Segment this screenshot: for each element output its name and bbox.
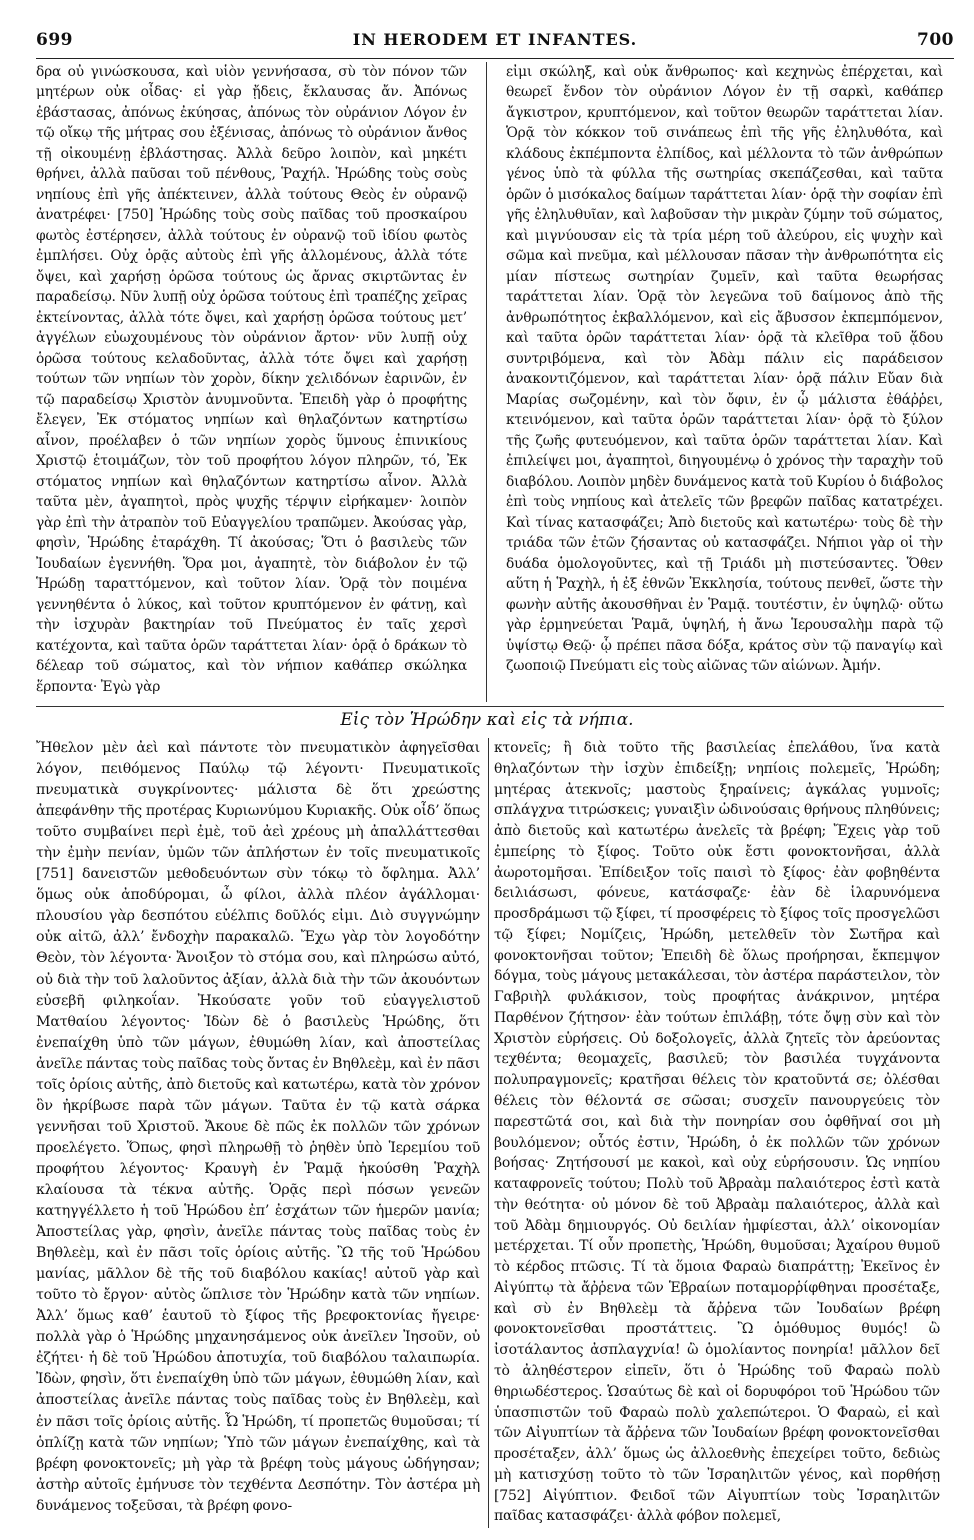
left-page-number: 699 [36, 30, 73, 50]
lower-left-text: Ἤθελον μὲν ἀεὶ καὶ πάντοτε τὸν πνευματικὸν ἀφηγεῖσθαι λόγον, πειθόμενος Παύλῳ τῷ λέγοντι· Πνευματικοῖς πνευματικὰ συγκρίνοντες· μάλιστα δὲ ὅτι χρεώστης ἀπεφάνθην τῆς προτέρας Κυριωνύμου Κυριακῆς. Οὐκ οἶδ’ ὅπως τοῦτο συμβαίνει περὶ ἐμὲ, τοῦ ἀεὶ χρέους μὴ ἀπαλλάττεσθαι τὴν ἐμὴν πενίαν, ὑμῶν τῶν ἀπλήστων ἐν τοῖς πνευματικοῖς [751] δανειστῶν μεθοδευόντων σὺν τόκῳ τὸ ὄφλημα. Ἀλλ’ ὅμως οὐκ ἀποδύρομαι, ὦ φίλοι, ἀλλὰ πλέον ἀγάλλομαι· πλουσίου γὰρ δεσπότου εὐέλπις δοῦλός εἰμι. Διὸ συγγνώμην οὐκ αἰτῶ, ἀλλ’ ἔνδοχὴν παρακαλῶ. Ἔχω γὰρ τὸν λογοδότην Θεὸν, τὸν λέγοντα· Ἄνοιξον τὸ στόμα σου, καὶ πληρώσω αὐτό, οὐ διὰ τὴν τοῦ λαλοῦντος ἀξίαν, ἀλλὰ διὰ τὴν τῶν ἀκουόντων εὐσεβῆ φιληκοΐαν. Ἠκούσατε γοῦν τοῦ εὐαγγελιστοῦ Ματθαίου λέγοντος· Ἰδὼν δὲ ὁ βασιλεὺς Ἡρώδης, ὅτι ἐνεπαίχθη ὑπὸ τῶν μάγων, ἐθυμώθη λίαν, καὶ ἀποστείλας ἀνεῖλε πάντας τοὺς παῖδας τοὺς ὄντας ἐν Βηθλεὲμ, καὶ ἐν πᾶσι τοῖς ὁρίοις αὐτῆς, ἀπὸ διετοῦς καὶ κατωτέρω, κατὰ τὸν χρόνον ὃν ἠκρίβωσε παρὰ τῶν μάγων. Ταῦτα ἐν τῷ κατὰ σάρκα γεννῆσαι τοῦ Χριστοῦ. Ἄκουε δὲ πῶς ἐκ πολλῶν τῶν χρόνων προελέγετο. Ὅπως, φησὶ πληρωθῇ τὸ ῥηθὲν ὑπὸ Ἱερεμίου τοῦ προφήτου λέγοντος· Κραυγὴ ἐν Ῥαμᾷ ἠκούσθη Ῥαχὴλ κλαίουσα τὰ τέκνα αὐτῆς. Ὁρᾷς περὶ πόσων γενεῶν κατηγγέλλετο ἡ τοῦ Ἡρώδου ἐπ’ ἐσχάτων τῶν ἡμερῶν μανία; Ἀποστείλας γὰρ, φησὶν, ἀνεῖλε πάντας τοὺς παῖδας τοὺς ἐν Βηθλεὲμ, καὶ ἐν πᾶσι τοῖς ὁρίοις αὐτῆς. Ὢ τῆς τοῦ Ἡρώδου μανίας, μᾶλλον δὲ τῆς τοῦ διαβόλου κακίας! αὐτοῦ γὰρ καὶ τοῦτο τὸ ἔργον· αὐτὸς ὥπλισε τὸν Ἡρώδην κατὰ τῶν νηπίων. Ἀλλ’ ὅμως καθ’ ἑαυτοῦ τὸ ξίφος τῆς βρεφοκτονίας ἤγειρε· πολλὰ γὰρ ὁ Ἡρώδης μηχανησάμενος οὐκ ἀνεῖλεν Ἰησοῦν, οὐ ἐζήτει· ἡ δὲ τοῦ Ἡρώδου ἀποτυχία, τοῦ διαβόλου ταλαιπωρία. Ἰδὼν, φησὶν, ὅτι ἐνεπαίχθη ὑπὸ τῶν μάγων, ἐθυμώθη λίαν, καὶ ἀποστείλας ἀνεῖλε πάντας τοὺς παῖδας τοὺς ἐν Βηθλεὲμ, καὶ ἐν πᾶσι τοῖς ὁρίοις αὐτῆς. Ὦ Ἡρώδη, τί προπετῶς θυμοῦσαι; τί ὁπλίζῃ κατὰ τῶν νηπίων; Ὑπὸ τῶν μάγων ἐνεπαίχθης, καὶ τὰ βρέφη φονοκτονεῖς; μὴ γὰρ τὰ βρέφη τοὺς μάγους ὡδήγησαν; ἀστὴρ αὐτοῖς ἐμήνυσε τὸν τεχθέντα Δεσπότην. Τὸν ἀστέρα μὴ δυνάμενος τοξεῦσαι, τὰ βρέφη φονο- [36, 740, 480, 1514]
section-title: Εἰς τὸν Ἡρώδην καὶ εἰς τὰ νήπια. [340, 710, 634, 730]
upper-column-divider [486, 62, 487, 702]
running-head [36, 30, 954, 56]
lower-right-column [494, 738, 940, 1530]
right-page-number: 700 [916, 30, 954, 50]
running-title: IN HERODEM ET INFANTES. [352, 30, 638, 49]
upper-right-text: εἰμι σκώληξ, καὶ οὐκ ἄνθρωπος· καὶ κεχηνὼς ἐπέρχεται, καὶ θεωρεῖ ἔνδον τὸν οὐράνιον Λόγον ἐν τῇ σαρκὶ, καθάπερ ἄγκιστρον, κρυπτόμενον, καὶ τοῦτον θεωρῶν ταράττεται λίαν. Ὁρᾷ τὸν κόκκον τοῦ σινάπεως ἐπὶ τῆς γῆς ἐληλυθότα, καὶ κλάδους ἐκπέμποντα ἐλπίδος, καὶ μέλλοντα τὸ τῶν ἀνθρώπων γένος ὑπὸ τὰ φύλλα τῆς σωτηρίας σκεπάζεσθαι, καὶ ταῦτα ὁρῶν ὁ μισόκαλος δαίμων ταράττεται λίαν· ὁρᾷ τὴν σοφίαν ἐπὶ γῆς ἐληλυθυῖαν, καὶ λαβοῦσαν τὴν μικρὰν ζύμην τοῦ σώματος, καὶ μιγνύουσαν εἰς τὰ τρία μέρη τοῦ ἀλεύρου, εἰς ψυχὴν καὶ σῶμα καὶ πνεῦμα, καὶ μέλλουσαν πᾶσαν τὴν ἀνθρωπότητα εἰς μίαν πίστεως σωτηρίαν ζυμεῖν, καὶ ταῦτα θεωρήσας ταράττεται λίαν. Ὁρᾷ τὸν λεγεῶνα τοῦ δαίμονος ἀπὸ τῆς ἀνθρωπότητος ἐκβαλλόμενον, καὶ εἰς ἄβυσσον ἐκπεμπόμενον, καὶ ταῦτα ὁρῶν ταράττεται λίαν· ὁρᾷ τὰ κλεῖθρα τοῦ ᾅδου συντριβόμενα, καὶ τὸν Ἀδὰμ πάλιν εἰς παράδεισον ἀνακοντιζόμενον, καὶ ταράττεται λίαν· ὁρᾷ πάλιν Εὔαν διὰ Μαρίας σωζομένην, καὶ τὸν ὄφιν, ἐν ᾧ μάλιστα ἐθάῤῥει, κτεινόμενον, καὶ ταῦτα ὁρῶν ταράττεται λίαν· ὁρᾷ τὸ ξύλον τῆς ζωῆς φυτευόμενον, καὶ ταῦτα ὁρῶν ταράττεται λίαν. Καὶ ἐπιλείψει μοι, ἀγαπητοὶ, διηγουμένῳ ὁ χρόνος τὴν ταραχὴν τοῦ διαβόλου. Λοιπὸν μηδὲν δυνάμενος κατὰ τοῦ Κυρίου ὁ διάβολος ἐπὶ τοὺς νηπίους καὶ ἀτελεῖς τῶν βρεφῶν παῖδας κατατρέχει. Καὶ τίνας κατασφάζει; Ἀπὸ διετοῦς καὶ κατωτέρω· τοὺς δὲ τὴν τριάδα τῶν ἐτῶν ζήσαντας οὐ κατασφάζει. Νήπιοι γὰρ οἱ τὴν δυάδα ὁμολογοῦντες, καὶ τῇ Τριάδι μὴ πιστεύσαντες. Ὅθεν αὕτη ἡ Ῥαχὴλ, ἡ ἐξ ἐθνῶν Ἐκκλησία, τούτους πενθεῖ, ὥστε τὴν φωνὴν αὐτῆς ἀκουσθῆναι ἐν Ῥαμᾷ. τουτέστιν, ἐν ὑψηλῷ· οὕτω γὰρ ἑρμηνεύεται Ῥαμᾶ, ὑψηλή, ἡ ἄνω Ἱερουσαλὴμ παρὰ τῷ ὑψίστῳ Θεῷ· ᾧ πρέπει πᾶσα δόξα, κράτος σὺν τῷ παναγίῳ καὶ ζωοποιῷ Πνεύματι εἰς τοὺς αἰῶνας τῶν αἰώνων. Ἀμήν. [506, 64, 943, 675]
lower-column-divider [488, 738, 489, 1528]
section-rule [36, 706, 944, 707]
header-rule [36, 58, 954, 59]
upper-left-column [36, 62, 467, 704]
upper-right-column [506, 62, 943, 704]
lower-right-text: κτονεῖς; ἢ διὰ τοῦτο τῆς βασιλείας ἐπελάθου, ἵνα κατὰ θηλαζόντων τὴν ἰσχὺν ἐπιδείξῃ; νηπίοις πολεμεῖς, Ἡρώδη; μητέρας ἀτεκνοῖς; μαστοὺς ξηραίνεις; ἀγκάλας γυμνοῖς; σπλάγχνα τιτρώσκεις; γυναιξὶν ὠδινούσαις θρήνους πληθύνεις; ἀπὸ διετοῦς καὶ κατωτέρω ἀνελεῖς τὰ βρέφη; Ἔχεις γὰρ τοῦ ἐμπείρης τὸ ξίφος. Τοῦτο οὐκ ἔστι φονοκτονῆσαι, ἀλλὰ ἀωροτομῆσαι. Ἐπίδειξον τοῖς παισὶ τὸ ξίφος· ἐὰν φοβηθέντα δειλιάσωσι, φόνευε, κατάσφαζε· ἐὰν δὲ ἱλαρυνόμενα προσδράμωσι τῷ ξίφει, τί προσφέρεις τὸ ξίφος τοῖς προσγελῶσι τῷ ξίφει; Νομίζεις, Ἡρώδη, μετελθεῖν τὸν Σωτῆρα καὶ φονοκτονῆσαι τοῦτον; Ἐπειδὴ δὲ ὅλως προήρησαι, ἔκπεμψον δόγμα, τοὺς μάγους μετακάλεσαι, τὸν ἀστέρα παράστειλον, τὸν Γαβριὴλ φυλάκισον, τοὺς προφήτας ἀνάκρινον, μητέρα Παρθένον ζήτησον· ἐὰν τούτων ἐπιλάβῃ, τότε ὄψῃ σὺν καὶ τὸν Χριστὸν εὑρήσεις. Οὐ δοξολογεῖς, ἀλλὰ ζητεῖς τὸν ἀρεύοντας τεχθέντα; θεομαχεῖς, βασιλεῦ; τὸν βασιλέα τυγχάνοντα πολυπραγμονεῖς; κρατῆσαι θέλεις τὸν κρατοῦντά σε; ὀλέσθαι θέλεις τὸν θέλοντά σε σῶσαι; συσχεῖν πανουργεύεις τὸν παρεστῶτά σοι, καὶ διὰ τὴν πονηρίαν σου ὀφθῆναί σοι μὴ βουλόμενον; οὗτός ἐστιν, Ἡρώδη, ὁ ἐκ πολλῶν τῶν χρόνων βοήσας· Ζητήσουσί με κακοὶ, καὶ οὐχ εὑρήσουσιν. Ὡς νηπίου καταφρονεῖς τούτου; Πολὺ τοῦ Ἀβραὰμ παλαιότερος ἐστὶ κατὰ τὴν θεότητα· οὐ μόνον δὲ τοῦ Ἀβραὰμ παλαιότερος, ἀλλὰ καὶ τοῦ Ἀδὰμ δημιουργός. Οὐ δειλίαν ἠμφίεσται, ἀλλ’ οἰκονομίαν μετέρχεται. Τί οὖν προπετὴς, Ἡρώδη, θυμοῦσαι; Ἀχαίρου θυμοῦ τὸ κέρδος πτῶσις. Τί τὰ ὅμοια Φαραὼ διαπράττῃ; Ἐκεῖνος ἐν Αἰγύπτῳ τὰ ἄῤῥενα τῶν Ἑβραίων ποταμορῥίφθηναι προσέταξε, καὶ σὺ ἐν Βηθλεὲμ τὰ ἄῤῥενα τῶν Ἰουδαίων βρέφη φονοκτονεῖσθαι προστάττεις. Ὢ ὁμόθυμος θυμός! ὢ ἰσοτάλαντος ἀσπλαγχνία! ὢ ὁμολίαντος πονηρία! μᾶλλον δεῖ τὸ ἀληθέστερον εἰπεῖν, ὅτι ὁ Ἡρώδης τοῦ Φαραὼ πολὺ θηριωδέστερος. Ὡσαύτως δὲ καὶ οἱ δορυφόροι τοῦ Ἡρώδου τῶν ὑπασπιστῶν τοῦ Φαραὼ πολὺ χαλεπώτεροι. Ὁ Φαραὼ, εἰ καὶ τῶν Αἰγυπτίων τὰ ἄῤῥενα τῶν Ἰουδαίων βρέφη φονοκτονεῖσθαι προσέταξεν, ἀλλ’ ὅμως ὡς ἀλλοεθνὴς ἐπεχείρει τοῦτο, δεδιὼς μὴ κατισχύσῃ τοῦτο τὸ τῶν Ἰσραηλιτῶν γένος, καὶ πορθήσῃ [752] Αἰγύπτιον. Φειδοῖ τῶν Αἰγυπτίων τοὺς Ἰσραηλιτῶν παῖδας κατασφάζει· ἀλλὰ φόβον πολεμεῖ, [494, 740, 940, 1525]
lower-left-column [36, 738, 480, 1530]
upper-left-text: δρα οὐ γινώσκουσα, καὶ υἱὸν γεννήσασα, σὺ τὸν πόνον τῶν μητέρων οὐκ οἶδας· εἰ γὰρ ᾔδεις, ἔκλαυσας ἄν. Ἀπόνως ἐβάστασας, ἀπόνως ἐκύησας, ἀπόνως τὸν οὐράνιον Λόγον ἐν τῷ οἴκῳ τῆς μήτρας σου ἐξένισας, ἀπόνως τὸ οὐράνιον ἄνθος τῇ οἰκουμένῃ ἐβλάστησας. Ἀλλὰ δεῦρο λοιπὸν, καὶ μηκέτι θρήνει, ἀλλὰ παῦσαι τοῦ πένθους, Ῥαχήλ. Ἡρώδης τοὺς σοὺς νηπίους ἐπὶ γῆς ἀπέκτεινεν, ἀλλὰ τούτους Θεὸς ἐν οὐρανῷ ἀνατρέφει· [750] Ἡρώδης τοὺς σοὺς παῖδας τοῦ προσκαίρου φωτὸς ἐστέρησεν, ἀλλὰ τούτους ἐν οὐρανῷ τοῦ ἰδίου φωτὸς ἐμπλήσει. Οὐχ ὁρᾷς αὐτοὺς ἐπὶ γῆς ἀλλομένους, ἀλλὰ τότε ὄψει, καὶ χαρήσῃ ὁρῶσα τούτους ὡς ἄρνας σκιρτῶντας ἐν παραδείσῳ. Νῦν λυπῇ οὐχ ὁρῶσα τούτους ἐπὶ τραπέζης χεῖρας ἐκτείνοντας, ἀλλὰ τότε ὄψει, καὶ χαρήσῃ ὁρῶσα τούτους μετ’ ἀγγέλων εὐωχουμένους τὸν οὐράνιον ἄρτον· νῦν λυπῇ οὐχ ὁρῶσα τούτους κελαδοῦντας, ἀλλὰ τότε ὄψει καὶ χαρήσῃ τούτων τῶν νηπίων τὸν χορὸν, δίκην χελιδόνων ἐαρινῶν, ἐν τῷ παραδείσῳ Χριστὸν ἀνυμνοῦντα. Ἐπειδὴ γὰρ ὁ προφήτης ἔλεγεν, Ἐκ στόματος νηπίων καὶ θηλαζόντων κατηρτίσω αἶνον, προέλαβεν ὁ τῶν νηπίων χορὸς ὕμνους ἐπινικίους Χριστῷ ἑτοιμάζων, τὸν τοῦ προφήτου λόγον πληρῶν, τό, Ἐκ στόματος νηπίων καὶ θηλαζόντων κατηρτίσω αἶνον. Ἀλλὰ ταῦτα μὲν, ἀγαπητοὶ, πρὸς ψυχῆς τέρψιν εἰρήκαμεν· λοιπὸν γὰρ ἐπὶ τὴν ἀτραπὸν τοῦ Εὐαγγελίου τραπῶμεν. Ἀκούσας γὰρ, φησὶν, Ἡρώδης ἐταράχθη. Τί ἀκούσας; Ὅτι ὁ βασιλεὺς τῶν Ἰουδαίων ἐγεννήθη. Ὅρα μοι, ἀγαπητὲ, τὸν διάβολον ἐν τῷ Ἡρώδῃ ταραττόμενον, καὶ τοῦτον λίαν. Ὁρᾷ τὸν ποιμένα γεννηθέντα ὁ λύκος, καὶ τοῦτον κρυπτόμενον ἐν φάτνῃ, καὶ τὴν ἰσχυρὰν βακτηρίαν τοῦ Πνεύματος ἐν ταῖς χερσὶ κατέχοντα, καὶ ταῦτα ὁρῶν ταράττεται λίαν· ὁρᾷ ὁ δράκων τὸ δέλεαρ τοῦ σώματος, καὶ τὸν νήπιον καθάπερ σκώληκα ἕρποντα· Ἐγὼ γὰρ [36, 64, 467, 695]
